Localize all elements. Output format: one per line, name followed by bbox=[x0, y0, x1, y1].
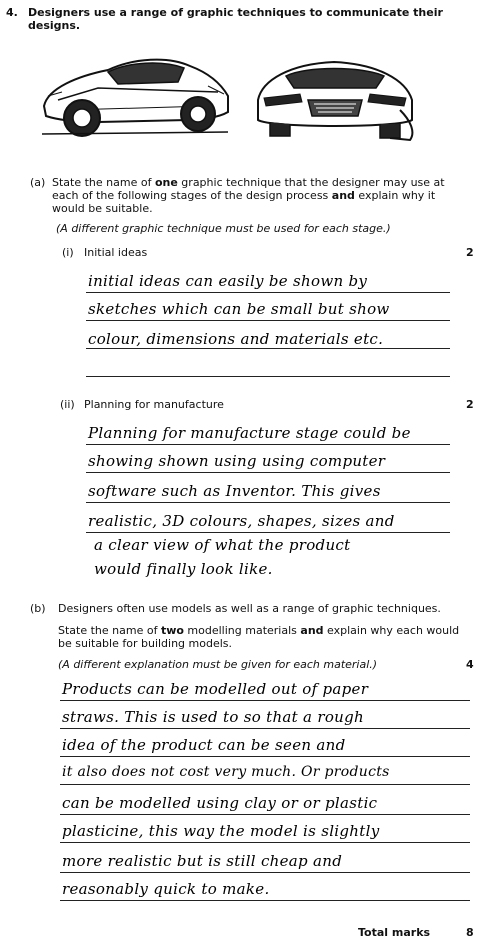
answer-line: can be modelled using clay or or plastic bbox=[62, 794, 378, 812]
answer-line: realistic, 3D colours, shapes, sizes and bbox=[88, 512, 395, 530]
sub-ii-marks: 2 bbox=[466, 398, 474, 411]
part-b-label: (b) bbox=[30, 602, 46, 615]
answer-line: reasonably quick to make. bbox=[62, 880, 270, 898]
answer-line: would finally look like. bbox=[94, 560, 273, 578]
answer-line: software such as Inventor. This gives bbox=[88, 482, 381, 500]
total-marks-value: 8 bbox=[466, 926, 474, 939]
part-a-label: (a) bbox=[30, 176, 46, 189]
answer-line: Planning for manufacture stage could be bbox=[88, 424, 411, 442]
sub-i-marks: 2 bbox=[466, 246, 474, 259]
car-front-sketch bbox=[250, 40, 420, 144]
part-b-prompt: State the name of two modelling materials and explain why each would be suitable for building models. bbox=[58, 624, 460, 650]
answer-line: straws. This is used to so that a rough bbox=[62, 708, 364, 726]
answer-line: initial ideas can easily be shown by bbox=[88, 272, 368, 290]
car-side-sketch bbox=[38, 36, 234, 142]
answer-line: Products can be modelled out of paper bbox=[62, 680, 369, 698]
sub-ii-title: Planning for manufacture bbox=[84, 398, 224, 411]
answer-line: more realistic but is still cheap and bbox=[62, 852, 343, 870]
answer-line: a clear view of what the product bbox=[94, 536, 351, 554]
part-a-instruction: (A different graphic technique must be used for each stage.) bbox=[56, 222, 391, 235]
sub-ii-label: (ii) bbox=[60, 398, 75, 411]
answer-line: plasticine, this way the model is slightly bbox=[62, 822, 380, 840]
answer-line: sketches which can be small but show bbox=[88, 300, 390, 318]
part-b-marks: 4 bbox=[466, 658, 474, 671]
answer-line: idea of the product can be seen and bbox=[62, 736, 346, 754]
question-stem: Designers use a range of graphic techniques to communicate their designs. bbox=[28, 6, 443, 32]
total-marks-label: Total marks bbox=[358, 926, 431, 939]
part-b-text-1: Designers often use models as well as a range of graphic techniques. bbox=[58, 602, 441, 615]
answer-line: colour, dimensions and materials etc. bbox=[88, 330, 384, 348]
sub-i-title: Initial ideas bbox=[84, 246, 148, 259]
question-number: 4. bbox=[6, 6, 18, 19]
part-b-instruction: (A different explanation must be given for each material.) bbox=[58, 658, 378, 671]
sub-i-label: (i) bbox=[62, 246, 74, 259]
part-a-prompt: State the name of one graphic technique that the designer may use at each of the following stages of the design process and explain why it would be suitable. bbox=[52, 176, 445, 215]
answer-line: showing shown using using computer bbox=[88, 452, 386, 470]
answer-line: it also does not cost very much. Or products bbox=[62, 764, 390, 780]
